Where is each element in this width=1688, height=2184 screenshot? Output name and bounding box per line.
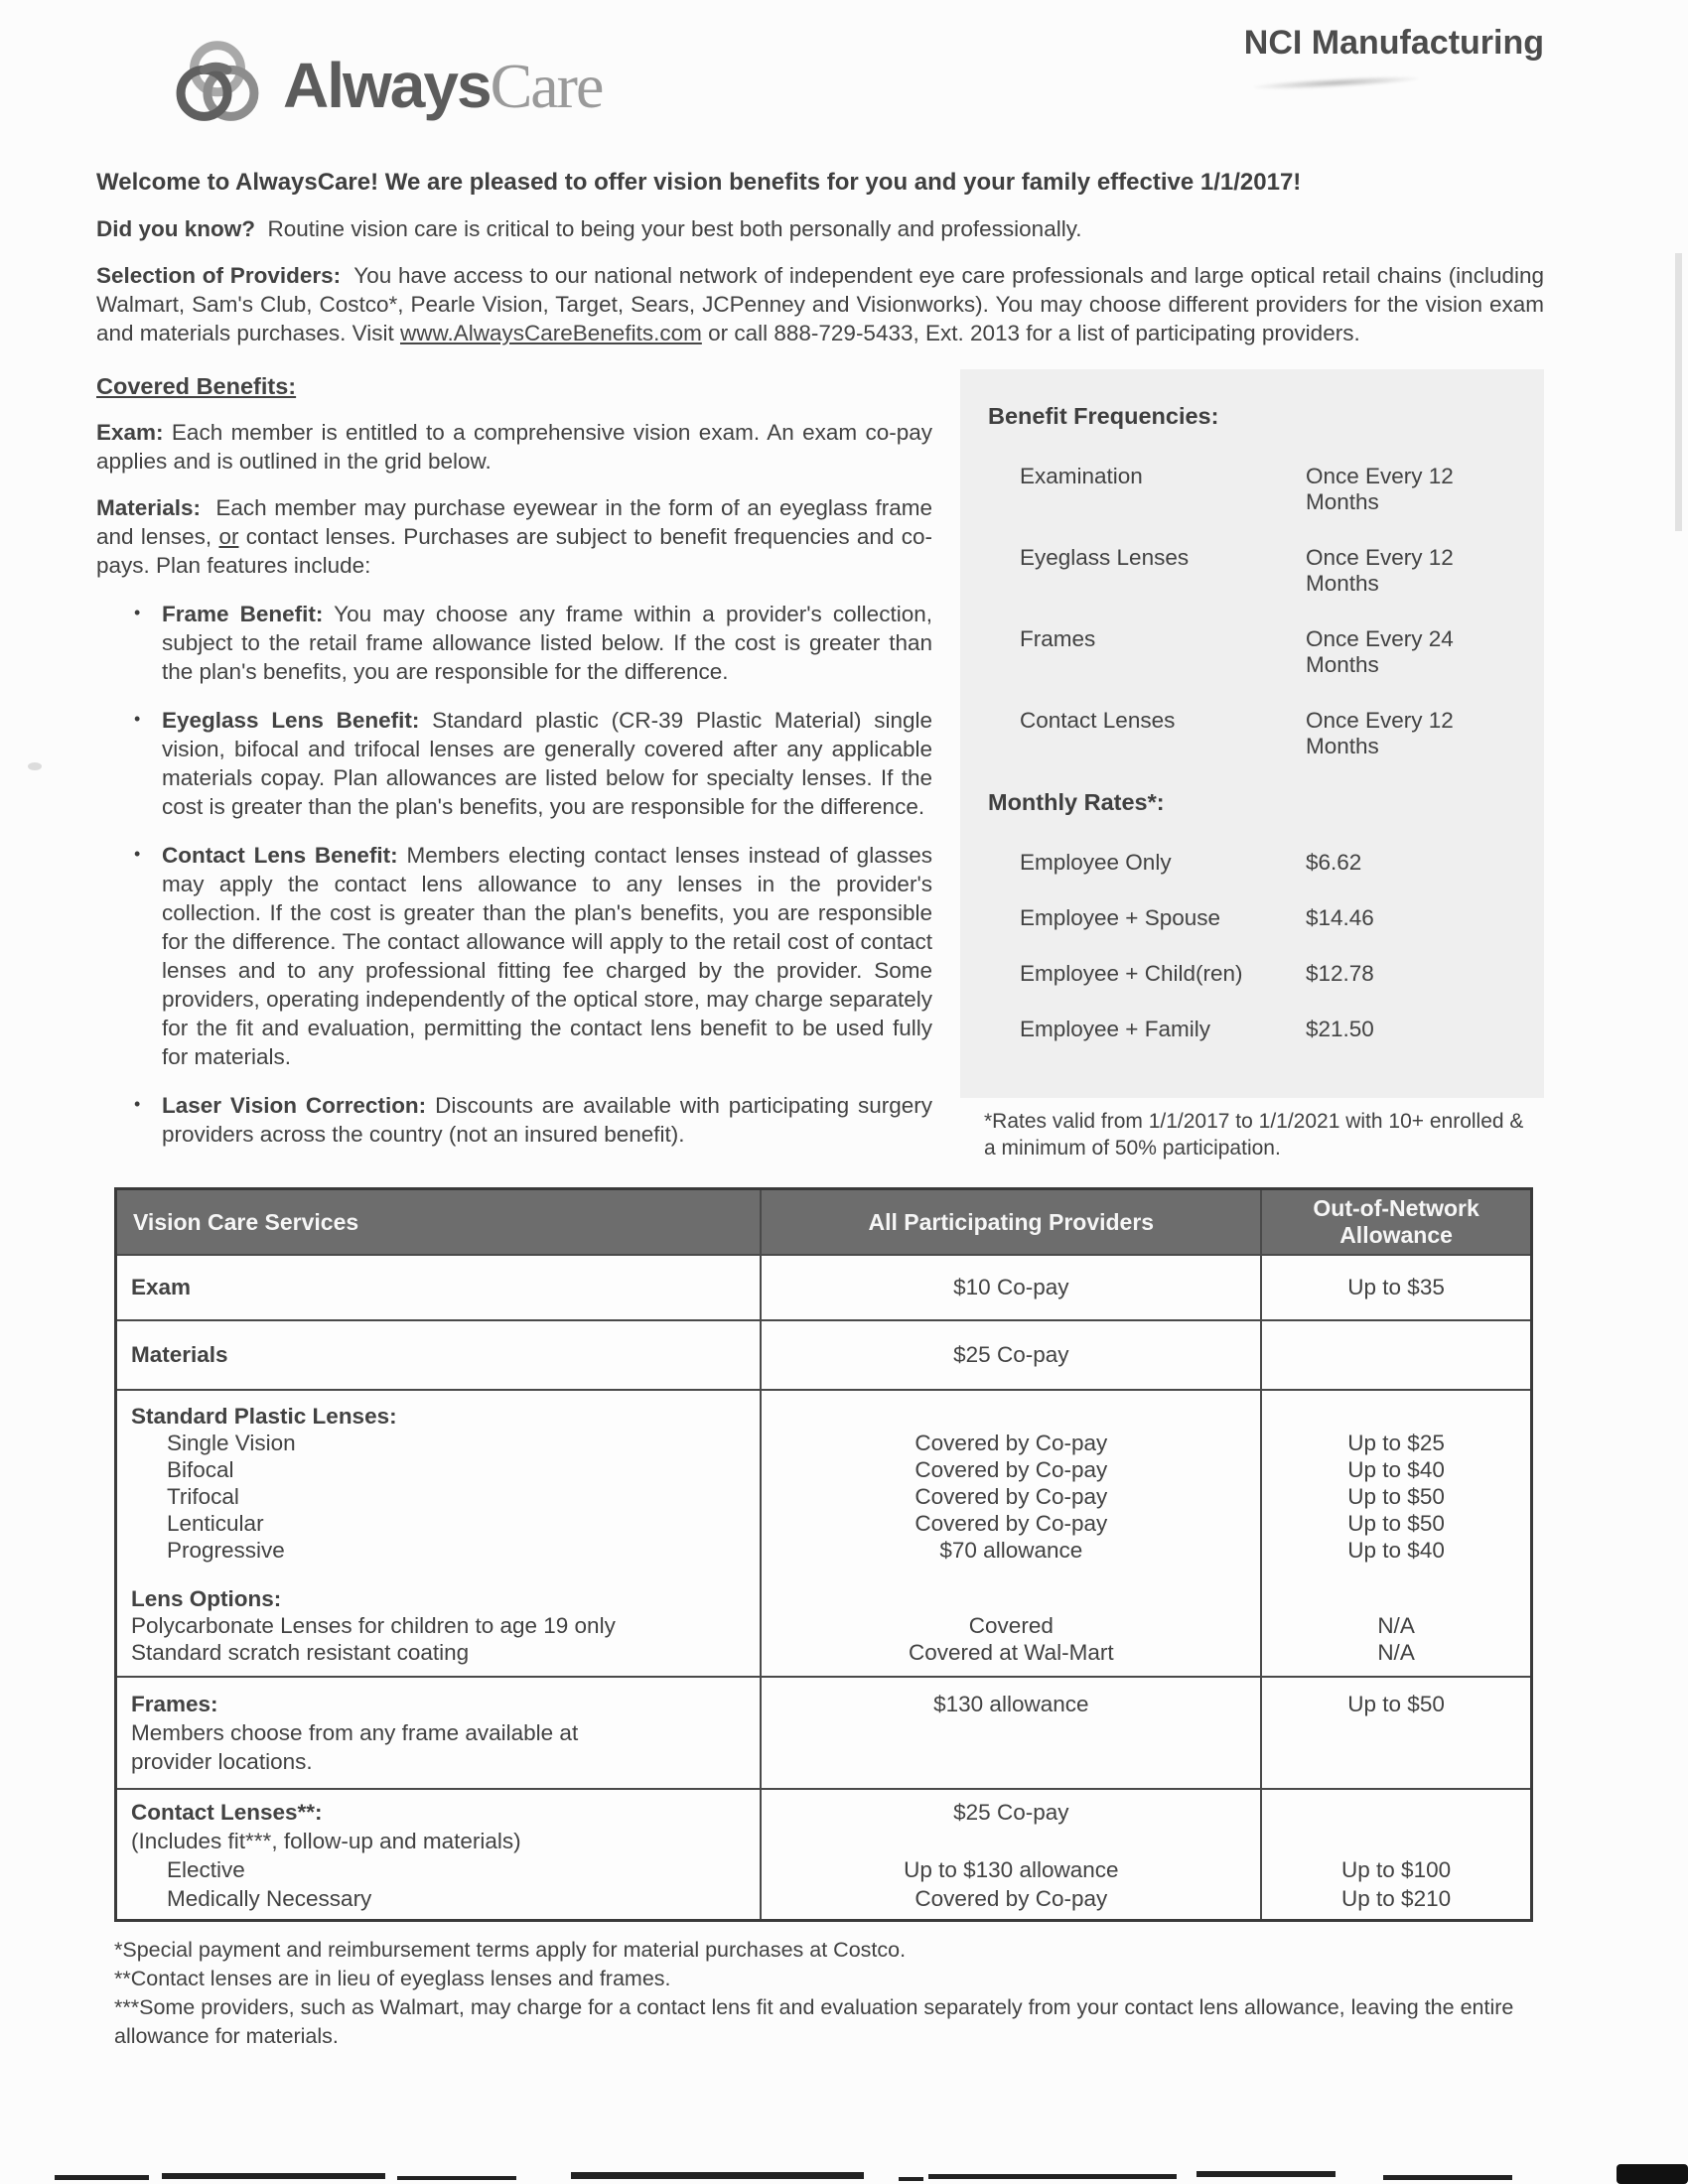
selection-text-before: You have access to our national network of independent eye care professionals and large optical retail chains (including Walmart, Sam's Club, Costco*, Pearle Vision, Target, Sears, JCPenney and Visionworks). You may choose different providers for the vision exam and materials purchases. Visit [96,263,1544,345]
did-you-know-paragraph [96,214,1544,243]
alwayscare-logo [162,30,602,141]
table-header-services: Vision Care Services [133,1208,359,1235]
frequency-label: Frames [1020,626,1096,651]
benefit-bullet-list [96,600,932,1149]
lens-oon-value: Up to $40 [1347,1457,1445,1482]
contacts-oon-value: Up to $210 [1341,1886,1452,1911]
blank-line [1262,1798,1530,1827]
table-header-row [117,1190,1530,1254]
spacer [762,1564,1260,1585]
rate-value: $14.46 [1306,905,1374,930]
blank-line [1262,1585,1530,1612]
bullet-icon: • [134,1094,141,1114]
lens-option-provider-value: Covered at Wal-Mart [908,1640,1114,1665]
materials-label: Materials: [96,495,202,520]
exam-label: Exam: [96,420,164,445]
contacts-oon-value: Up to $100 [1341,1857,1452,1882]
rate-label: Employee + Family [1020,1017,1210,1041]
spacer [131,1564,760,1585]
website-link[interactable]: www.AlwaysCareBenefits.com [399,321,702,345]
frequency-value: Once Every 12 Months [1306,464,1454,514]
covered-benefits-heading: Covered Benefits: [96,373,297,399]
rate-row-employee-family [988,1017,1526,1042]
rate-value: $21.50 [1306,1017,1374,1041]
frequency-value: Once Every 12 Months [1306,708,1454,758]
bullet-icon: • [134,709,141,729]
bullet-title: Eyeglass Lens Benefit: [162,708,420,733]
contacts-provider-value: Covered by Co-pay [914,1886,1108,1911]
page-header [96,14,1544,163]
alwayscare-knot-icon [162,30,273,141]
frequency-row-eyeglass-lenses [988,545,1526,597]
lenses-oon-cell [1260,1391,1530,1676]
frames-title: Frames: [131,1692,218,1716]
materials-paragraph [96,493,932,580]
scan-edge-artifact [899,2177,923,2181]
exam-paragraph [96,418,932,476]
provider-value: $25 Co-pay [760,1321,1260,1389]
scan-edge-artifact [1383,2175,1512,2180]
scan-edge-artifact [162,2173,385,2179]
lens-type-label: Single Vision [167,1431,296,1455]
materials-text-1: Each member may purchase eyewear in the form of an eyeglass frame and lenses, [96,495,932,549]
frequency-label: Contact Lenses [1020,708,1176,733]
bullet-text: You may choose any frame within a provider's collection, subject to the retail frame allowance listed below. If the cost is greater than the plan's benefits, you are responsible for the difference. [162,602,932,684]
frames-provider-cell [760,1678,1260,1788]
scan-edge-artifact [928,2174,1177,2179]
lens-provider-value: Covered by Co-pay [914,1511,1108,1536]
frames-label-cell [117,1678,760,1788]
contacts-provider-cell [760,1790,1260,1919]
two-column-section [96,369,1544,1161]
oon-value: Up to $35 [1260,1256,1530,1319]
spacer [1262,1564,1530,1585]
list-item-eyeglass-lens-benefit [96,706,932,821]
scan-dot-artifact [28,762,42,770]
rate-row-employee-only [988,850,1526,876]
scan-edge-artifact [1196,2171,1336,2177]
blank-line [762,1585,1260,1612]
list-item-laser-vision-correction [96,1091,932,1149]
lens-type-label: Lenticular [167,1511,264,1536]
selection-label: Selection of Providers: [96,263,342,288]
scan-streak [1675,253,1682,531]
selection-of-providers-paragraph [96,261,1544,347]
rate-value: $12.78 [1306,961,1374,986]
lens-oon-value: Up to $40 [1347,1538,1445,1563]
bullet-text: Discounts are available with participating surgery providers across the country (not an insured benefit). [162,1093,932,1147]
scan-corner-artifact [1617,2164,1688,2184]
frequencies-rates-panel [960,369,1544,1098]
scan-edge-artifact [55,2175,149,2180]
lenses-group-title: Standard Plastic Lenses: [131,1404,397,1429]
bullet-text: Members electing contact lenses instead of glasses may apply the contact lens allowance to any lenses in the provider's collection. If the cost is greater than the plan's benefits, you are responsible for the difference. The contact allowance will apply to the retail cost of contact lenses and to any professional fitting fee charged by the provider. Some providers, operating independently of the optical store, may charge separately for the fit and evaluation, permitting the contact lens benefit to be used fully for materials. [162,843,932,1069]
contacts-type-label: Elective [167,1857,245,1882]
contacts-title: Contact Lenses**: [131,1800,323,1825]
bullet-icon: • [134,844,141,864]
rate-label: Employee Only [1020,850,1172,875]
lens-option-label: Polycarbonate Lenses for children to age 19 only [131,1613,616,1638]
bullet-title: Contact Lens Benefit: [162,843,398,868]
contacts-label-cell [117,1790,760,1919]
bullet-text: Standard plastic (CR-39 Plastic Material) single vision, bifocal and trifocal lenses are generally covered after any applicable materials copay. Plan allowances are listed below for specialty lenses. If the cost is greater than the plan's benefits, you are responsible for the difference. [162,708,932,819]
rate-row-employee-children [988,961,1526,987]
provider-value: $10 Co-pay [760,1256,1260,1319]
oon-value [1260,1321,1530,1389]
lens-provider-value: Covered by Co-pay [914,1431,1108,1455]
materials-or: or [218,524,239,549]
exam-text: Each member is entitled to a comprehensive vision exam. An exam co-pay applies and is outlined in the grid below. [96,420,932,474]
row-label: Exam [131,1275,192,1299]
table-row-contact-lenses [117,1788,1530,1919]
rates-column [960,369,1544,1161]
frames-description: Members choose from any frame available at provider locations. [131,1720,579,1774]
scan-edge-artifact [571,2172,864,2179]
blank-line [762,1403,1260,1430]
blank-line [762,1827,1260,1855]
lens-option-oon-value: N/A [1377,1640,1415,1665]
welcome-heading: Welcome to AlwaysCare! We are pleased to offer vision benefits for you and your family effective 1/1/2017! [96,169,1302,196]
rate-label: Employee + Spouse [1020,905,1221,930]
lens-provider-value: Covered by Co-pay [914,1484,1108,1509]
row-label: Materials [131,1342,228,1367]
frames-oon-cell [1260,1678,1530,1788]
table-row-materials [117,1319,1530,1389]
list-item-contact-lens-benefit [96,841,932,1071]
frequency-row-contact-lenses [988,708,1526,759]
table-header-out-of-network: Out-of-Network Allowance [1260,1190,1530,1254]
lens-option-label: Standard scratch resistant coating [131,1640,470,1665]
lens-provider-value: $70 allowance [939,1538,1083,1563]
frames-oon-value: Up to $50 [1347,1692,1445,1716]
benefit-frequencies-heading: Benefit Frequencies: [988,403,1219,429]
lens-options-title: Lens Options: [131,1586,282,1611]
footnote-costco: *Special payment and reimbursement terms apply for material purchases at Costco. [114,1938,907,1962]
footnote-walmart: ***Some providers, such as Walmart, may charge for a contact lens fit and evaluation separately from your contact lens allowance, leaving the entire allowance for materials. [114,1995,1514,2048]
lens-type-label: Bifocal [167,1457,234,1482]
contacts-copay-value: $25 Co-pay [953,1800,1069,1825]
bullet-icon: • [134,603,141,622]
company-name: NCI Manufacturing [1243,24,1544,62]
contacts-oon-cell [1260,1790,1530,1919]
lens-option-provider-value: Covered [968,1613,1054,1638]
frequency-label: Examination [1020,464,1143,488]
lens-oon-value: Up to $25 [1347,1431,1445,1455]
table-row-exam [117,1254,1530,1319]
rate-label: Employee + Child(ren) [1020,961,1243,986]
lens-type-label: Progressive [167,1538,285,1563]
did-you-know-label: Did you know? [96,216,255,241]
lens-oon-value: Up to $50 [1347,1484,1445,1509]
contacts-subtitle: (Includes fit***, follow-up and materials) [131,1829,521,1853]
selection-text-after: or call 888-729-5433, Ext. 2013 for a list of participating providers. [701,321,1360,345]
frequency-label: Eyeglass Lenses [1020,545,1190,570]
contacts-type-label: Medically Necessary [167,1886,372,1911]
logo-always-text: Always [283,49,491,121]
table-footnotes [114,1936,1554,2051]
materials-text-2: contact lenses. Purchases are subject to benefit frequencies and co-pays. Plan features include: [96,524,932,578]
lens-provider-value: Covered by Co-pay [914,1457,1108,1482]
covered-benefits-column [96,369,932,1161]
lenses-provider-cell [760,1391,1260,1676]
rate-value: $6.62 [1306,850,1362,875]
rate-row-employee-spouse [988,905,1526,931]
lens-oon-value: Up to $50 [1347,1511,1445,1536]
frequency-row-frames [988,626,1526,678]
frequency-value: Once Every 12 Months [1306,545,1454,596]
lens-type-label: Trifocal [167,1484,239,1509]
bullet-title: Laser Vision Correction: [162,1093,427,1118]
frames-provider-value: $130 allowance [933,1692,1089,1716]
vision-benefits-table [114,1187,1533,1922]
lens-option-oon-value: N/A [1377,1613,1415,1638]
table-row-lenses [117,1389,1530,1676]
list-item-frame-benefit [96,600,932,686]
logo-wordmark [283,49,602,123]
blank-line [1262,1403,1530,1430]
lenses-label-cell [117,1391,760,1676]
frequency-row-examination [988,464,1526,515]
table-header-providers: All Participating Providers [760,1190,1260,1254]
contacts-provider-value: Up to $130 allowance [904,1857,1119,1882]
monthly-rates-heading: Monthly Rates*: [988,789,1165,815]
did-you-know-text: Routine vision care is critical to being your best both personally and professionally. [267,216,1082,241]
scan-edge-artifact [397,2176,516,2180]
logo-care-text: Care [490,50,603,121]
bullet-title: Frame Benefit: [162,602,324,626]
blank-line [1262,1827,1530,1855]
rates-footnote: *Rates valid from 1/1/2017 to 1/1/2021 with 10+ enrolled & a minimum of 50% participation. [984,1110,1524,1160]
frequency-value: Once Every 24 Months [1306,626,1454,677]
footnote-contact-lenses: **Contact lenses are in lieu of eyeglass lenses and frames. [114,1967,671,1990]
table-row-frames [117,1676,1530,1788]
